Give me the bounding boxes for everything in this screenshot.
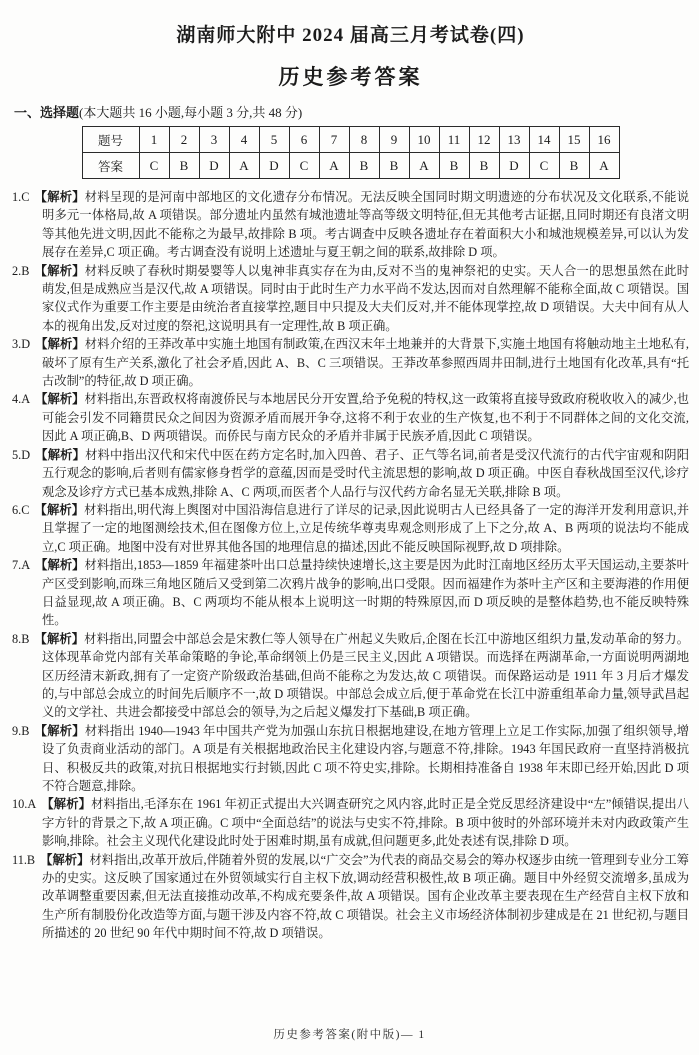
explanation-item-9 [12, 722, 689, 796]
section-1-heading [14, 102, 689, 121]
explanation-item-7 [12, 556, 689, 630]
item-label: 9.B [12, 723, 30, 738]
question-number-row [82, 127, 619, 153]
subject-answer-title: 历史参考答案 [278, 66, 423, 89]
item-text: 材料呈现的是河南中部地区的文化遗存分布情况。无法反映全国同时期文明遗迹的分布状况及文化联系,不能说明多元一体格局,故 A 项错误。部分遗址内虽然有城池遗址等高等级文明特征,但无其他考古证据,且同时期还有良渚文明等其他先进文明,因此不能称之为最早,故排除 B 项。考古调查中反映各遗址存在着面积大小和城池规模差异,可以认为发展存在差异,C 项正确。考古调查没有说明上述遗址与夏王朝之间的联系,故排除 D 项。 [42, 190, 689, 260]
analysis-tag: 【解析】 [34, 263, 85, 278]
page-footer: 历史参考答案(附中版)— 1 [273, 1029, 426, 1041]
answer-cell: B [469, 153, 499, 179]
item-text: 材料指出,东晋政权将南渡侨民与本地居民分开安置,给予免税的特权,这一政策将直接导致政府税收收入的减少,也可能会引发不同籍贯民众之间因为资源矛盾而展开争夺,这将不利于农业的生产恢复,也不利于不同群体之间的文化交流,因此 A 项正确,B、D 两项错误。而侨民与南方民众的矛盾并非属于民族矛盾,因此 C 项错误。 [42, 392, 689, 444]
question-number: 3 [199, 127, 229, 153]
answer-cell: D [199, 153, 229, 179]
question-number: 2 [169, 127, 199, 153]
question-number: 6 [289, 127, 319, 153]
question-number: 4 [229, 127, 259, 153]
item-text: 材料指出,1853—1859 年福建茶叶出口总量持续快速增长,这主要是因为此时江南地区经历太平天国运动,主要茶叶产区受到影响,而珠三角地区随后又受到第二次鸦片战争的影响,出口受限。因而福建作为茶叶主产区和主要海港的作用便日益显现,故 A 项正确。B、C 两项均不能从根本上说明这一时期的特殊原因,而 D 项反映的是整体趋势,也不能反映特殊性。 [42, 558, 689, 628]
answer-cell: A [589, 153, 619, 179]
item-text: 材料反映了春秋时期晏婴等人以鬼神非真实存在为由,反对不当的鬼神祭祀的史实。天人合一的思想虽然在此时萌发,但是成熟应当是汉代,故 A 项错误。同时由于此时生产力水平尚不发达,因而对自然理解不能称全面,故 C 项错误。国家仪式作为重要工作主要是由统治者直接掌控,题目中只提及大夫们反对,并不能体现掌控,故 D 项错误。大夫中间有从人本的视角出发,反对过度的祭祀,这说明具有一定理性,故 B 项正确。 [42, 263, 689, 333]
explanation-item-4 [12, 390, 689, 445]
explanation-item-2 [12, 262, 689, 336]
answer-cell: C [289, 153, 319, 179]
section-1-heading-bold: 一、选择题 [14, 105, 80, 120]
question-number: 13 [499, 127, 529, 153]
item-label: 10.A [12, 797, 37, 812]
answer-cell: B [439, 153, 469, 179]
item-label: 11.B [12, 852, 36, 867]
explanation-item-5 [12, 446, 689, 501]
question-number: 7 [319, 127, 349, 153]
answer-cell: B [349, 153, 379, 179]
question-number: 16 [589, 127, 619, 153]
explanation-item-8 [12, 630, 689, 722]
question-number: 9 [379, 127, 409, 153]
item-text: 材料指出,改革开放后,伴随着外贸的发展,以“广交会”为代表的商品交易会的筹办权逐步由统一管理到专业分工筹办的史实。这反映了国家通过在外贸领域实行自主权下放,调动经营积极性,故 B 项正确。题目中外经贸交流增多,虽成为改革调整重要因素,但无法直接推动改革,不构成充要条件,故 A 项错误。国有企业改革主要表现在生产经营自主权下放和生产所有制股份化改造等方面,与题干涉及内容不符,故 C 项错误。社会主义市场经济体制初步建成是在 21 世纪初,与题目所描述的 20 世纪 90 年代中期时间不符,故 D 项错误。 [42, 852, 689, 941]
explanation-item-6 [12, 501, 689, 556]
explanation-item-1 [12, 188, 689, 262]
explanation-item-11 [12, 851, 689, 943]
question-number: 10 [409, 127, 439, 153]
answer-header: 答案 [82, 153, 139, 179]
question-number: 11 [439, 127, 469, 153]
answer-cell: C [139, 153, 169, 179]
item-text: 材料指出,毛泽东在 1961 年初正式提出大兴调查研究之风内容,此时正是全党反思经济建设中“左”倾错误,提出八字方针的背景之下,故 A 项正确。C 项中“全面总结”的说法与史实不符,排除。B 项中彼时的外部环境并未对内政政策产生影响,排除。社会主义现代化建设此时处于困难时期,虽有成就,但问题更多,此处表述有误,排除 D 项。 [42, 797, 689, 849]
analysis-tag: 【解析】 [34, 190, 85, 204]
item-text: 材料指出,同盟会中部总会是宋教仁等人领导在广州起义失败后,企图在长江中游地区组织力量,发动革命的努力。这体现革命党内部有关革命策略的争论,革命纲领上仍是三民主义,因此 A 项错误。而选择在两湖革命,一方面说明两湖地区历经清末新政,拥有了一定资产阶级政治基础,但尚不能称之为发达,故 C 项错误。而保路运动是 1911 年 3 月后才爆发的,与中部总会成立的时间先后顺序不一,故 D 项错误。中部总会成立后,便于革命党在长江中游重组革命力量,领导武昌起义的文学社、共进会都接受中部总会的领导,为之后起义爆发打下基础,B 项正确。 [42, 631, 689, 720]
answer-cell: A [319, 153, 349, 179]
answer-cell: B [169, 153, 199, 179]
item-label: 3.D [12, 337, 31, 352]
analysis-tag: 【解析】 [40, 852, 90, 867]
explanations-list [12, 188, 689, 943]
item-label: 2.B [12, 263, 30, 278]
analysis-tag: 【解析】 [35, 558, 85, 573]
question-number: 8 [349, 127, 379, 153]
answer-cell: A [229, 153, 259, 179]
analysis-tag: 【解析】 [35, 337, 85, 352]
item-label: 4.A [12, 392, 31, 407]
question-number: 12 [469, 127, 499, 153]
item-text: 材料指出,明代海上舆图对中国沿海信息进行了详尽的记录,因此说明古人已经具备了一定的海洋开发利用意识,并且掌握了一定的地图测绘技术,但在图像方位上,立足传统华尊夷卑观念则形成了上下之分,故 A、B 两项的说法均不能成立,C 项正确。地图中没有对世界其他各国的地理信息的描述,因此不能反映国际视野,故 D 项排除。 [42, 502, 689, 554]
section-1-heading-note: (本大题共 16 小题,每小题 3 分,共 48 分) [79, 105, 303, 120]
answer-cell: B [559, 153, 589, 179]
answer-cell: D [259, 153, 289, 179]
analysis-tag: 【解析】 [34, 723, 85, 738]
answer-cell: D [499, 153, 529, 179]
analysis-tag: 【解析】 [34, 502, 85, 517]
analysis-tag: 【解析】 [35, 392, 85, 407]
item-label: 5.D [12, 447, 31, 462]
analysis-tag: 【解析】 [41, 797, 92, 812]
answer-cell: B [379, 153, 409, 179]
item-label: 7.A [12, 558, 31, 573]
exam-title: 湖南师大附中 2024 届高三月考试卷(四) [176, 25, 525, 46]
item-text: 材料指出 1940—1943 年中国共产党为加强山东抗日根据地建设,在地方管理上立足工作实际,加强了组织领导,增设了负责商业活动的部门。A 项是有关根据地政治民主化建设内容,与题意不符,排除。1943 年国民政府一直坚持消极抗日、积极反共的政策,对抗日根据地实行封锁,因此 C 项不符史实,排除。长期相持准备自 1938 年末即已经开始,因此 D 项不符合题意,排除。 [42, 723, 689, 793]
explanation-item-10 [12, 795, 689, 850]
analysis-tag: 【解析】 [34, 631, 85, 646]
question-number: 15 [559, 127, 589, 153]
answer-cell: C [529, 153, 559, 179]
item-text: 材料介绍的王莽改革中实施土地国有制政策,在西汉末年土地兼并的大背景下,实施土地国有将触动地主土地私有,破坏了原有生产关系,激化了社会矛盾,因此 A、B、C 三项错误。王莽改革参照西周井田制,进行土地国有化改革,具有“托古改制”的特征,故 D 项正确。 [42, 337, 689, 389]
answer-cell: A [409, 153, 439, 179]
answer-row [82, 153, 619, 179]
item-label: 6.C [12, 502, 30, 517]
question-number: 5 [259, 127, 289, 153]
question-number: 1 [139, 127, 169, 153]
answer-table [82, 126, 620, 179]
question-number: 14 [529, 127, 559, 153]
explanation-item-3 [12, 335, 689, 390]
item-text: 材料中指出汉代和宋代中医在药方定名时,加入四兽、君子、正气等名词,前者是受汉代流行的古代宇宙观和阴阳五行观念的影响,后者则有儒家修身哲学的意蕴,因而是受时代主流思想的影响,故 D 项正确。中医自春秋战国至汉代,诊疗观念及诊疗方式已基本成熟,排除 A、C 两项,而医者个人品行与汉代药方命名显无关联,排除 B 项。 [42, 447, 689, 499]
item-label: 1.C [12, 190, 30, 204]
item-label: 8.B [12, 631, 30, 646]
analysis-tag: 【解析】 [35, 447, 86, 462]
question-number-header: 题号 [82, 127, 139, 153]
